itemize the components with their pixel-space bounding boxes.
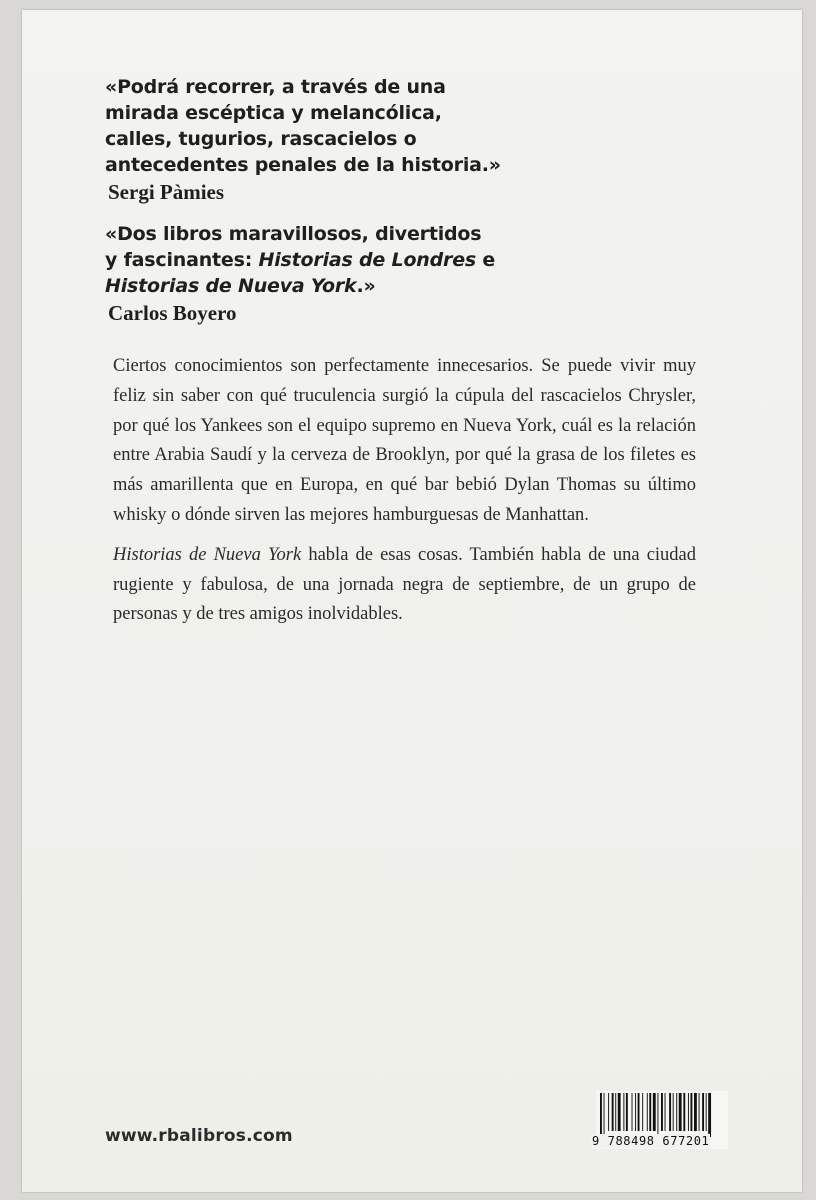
synopsis [113,352,696,630]
synopsis-text: habla de esas cosas. También habla de una ciudad rugiente y fabulosa, de una jornada negra de septiembre, de un grupo de personas y de tres amigos inolvidables. [113,544,696,625]
synopsis-paragraph: Ciertos conocimientos son perfectamente innecesarios. Se puede vivir muy feliz sin saber con qué truculencia surgió la cúpula del rascacielos Chrysler, por qué los Yankees son el equipo supremo en Nueva York, cuál es la relación entre Arabia Saudí y la cerveza de Brooklyn, por qué la grasa de los filetes es más amarillenta que en Europa, en qué bar bebió Dylan Thomas su último whisky o dónde sirven las mejores hamburguesas de Manhattan. [113,356,696,525]
quote-line: .» [356,275,376,297]
quote-line: antecedentes penales de la historia.» [105,154,501,176]
quote-text [105,221,545,299]
quote-pamies [105,74,545,205]
quote-author: Carlos Boyero [108,301,237,325]
quote-text [105,74,545,178]
book-title: Historias de Londres [258,249,476,271]
quote-line: e [476,249,496,271]
quote-line: «Dos libros maravillosos, divertidos [105,223,482,245]
book-title: Historias de Nueva York [105,275,357,297]
quote-author: Sergi Pàmies [108,180,225,204]
quote-line: y fascinantes: [105,249,259,271]
synopsis-paragraph [113,541,696,630]
review-quotes [105,74,545,326]
publisher-url: www.rbalibros.com [105,1126,293,1146]
quote-boyero [105,221,545,326]
quote-line: mirada escéptica y melancólica, [105,102,442,124]
isbn-number: 9 788498 677201 [592,1134,710,1148]
book-title: Historias de Nueva York [113,544,302,565]
quote-line: «Podrá recorrer, a través de una [105,76,446,98]
quote-line: calles, tugurios, rascacielos o [105,128,417,150]
